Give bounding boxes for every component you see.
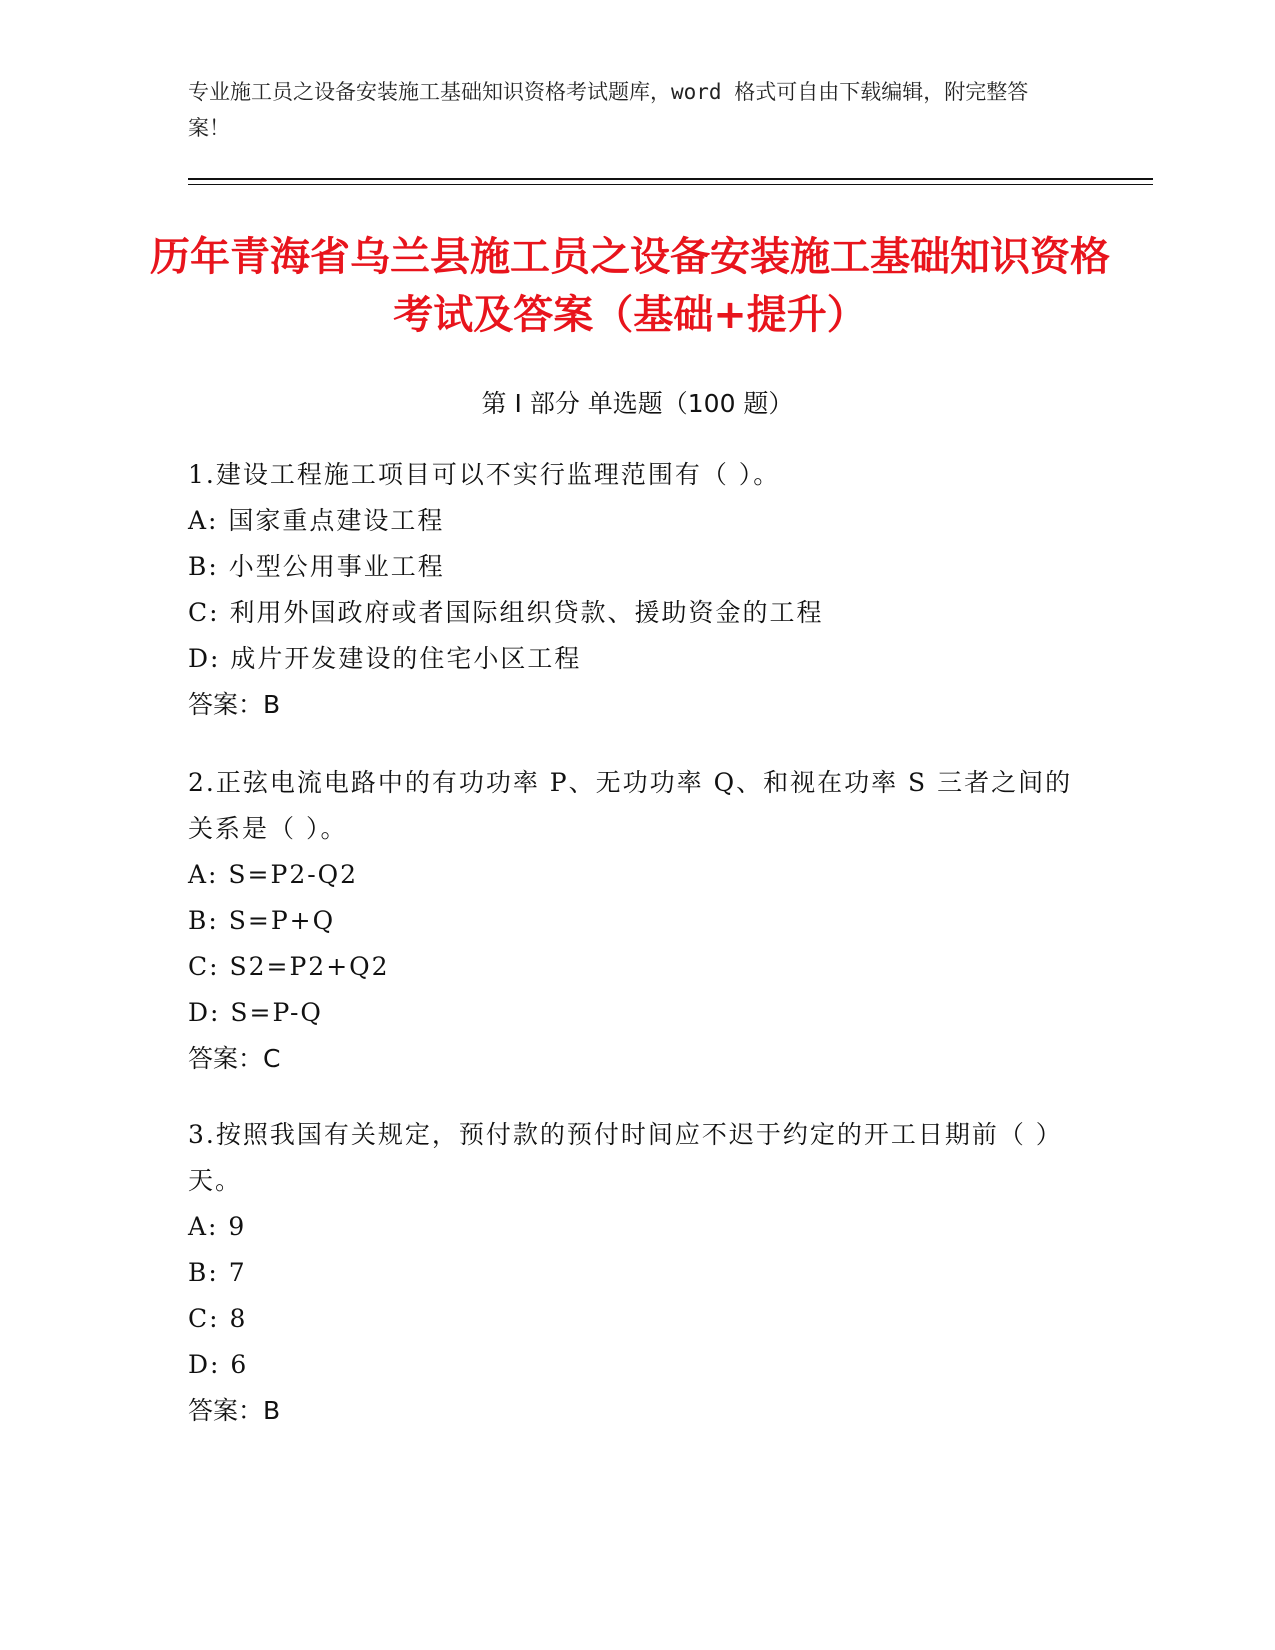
option-b: B: 小型公用事业工程 — [188, 552, 445, 581]
option-c: C: S2=P2+Q2 — [188, 952, 390, 981]
answer: 答案：B — [188, 1396, 281, 1425]
question-stem: 3.按照我国有关规定，预付款的预付时间应不迟于约定的开工日期前（ ）天。 — [188, 1120, 1063, 1195]
answer: 答案：B — [188, 690, 281, 719]
question-3 — [188, 1112, 1088, 1434]
question-stem: 2.正弦电流电路中的有功功率 P、无功功率 Q、和视在功率 S 三者之间的关系是（ ）。 — [188, 768, 1073, 843]
question-stem: 1.建设工程施工项目可以不实行监理范围有（ ）。 — [188, 460, 781, 489]
option-a: A: S=P2-Q2 — [188, 860, 359, 889]
option-b: B: S=P+Q — [188, 906, 336, 935]
option-b: B: 7 — [188, 1258, 247, 1287]
option-a: A: 国家重点建设工程 — [188, 506, 445, 535]
header-note: 专业施工员之设备安装施工基础知识资格考试题库，word 格式可自由下载编辑，附完整答案！ — [188, 80, 1029, 140]
option-c: C: 利用外国政府或者国际组织贷款、援助资金的工程 — [188, 598, 824, 627]
document-title: 历年青海省乌兰县施工员之设备安装施工基础知识资格考试及答案（基础+提升） — [150, 234, 1110, 338]
answer: 答案：C — [188, 1044, 281, 1073]
question-1 — [188, 452, 1088, 728]
option-c: C: 8 — [188, 1304, 248, 1333]
option-d: D: 6 — [188, 1350, 249, 1379]
option-d: D: 成片开发建设的住宅小区工程 — [188, 644, 582, 673]
header-divider-thick — [188, 178, 1153, 180]
section-title: 第 I 部分 单选题（100 题） — [481, 389, 794, 418]
option-d: D: S=P-Q — [188, 998, 323, 1027]
question-2 — [188, 760, 1088, 1082]
header-divider-thin — [188, 184, 1153, 185]
option-a: A: 9 — [188, 1212, 247, 1241]
